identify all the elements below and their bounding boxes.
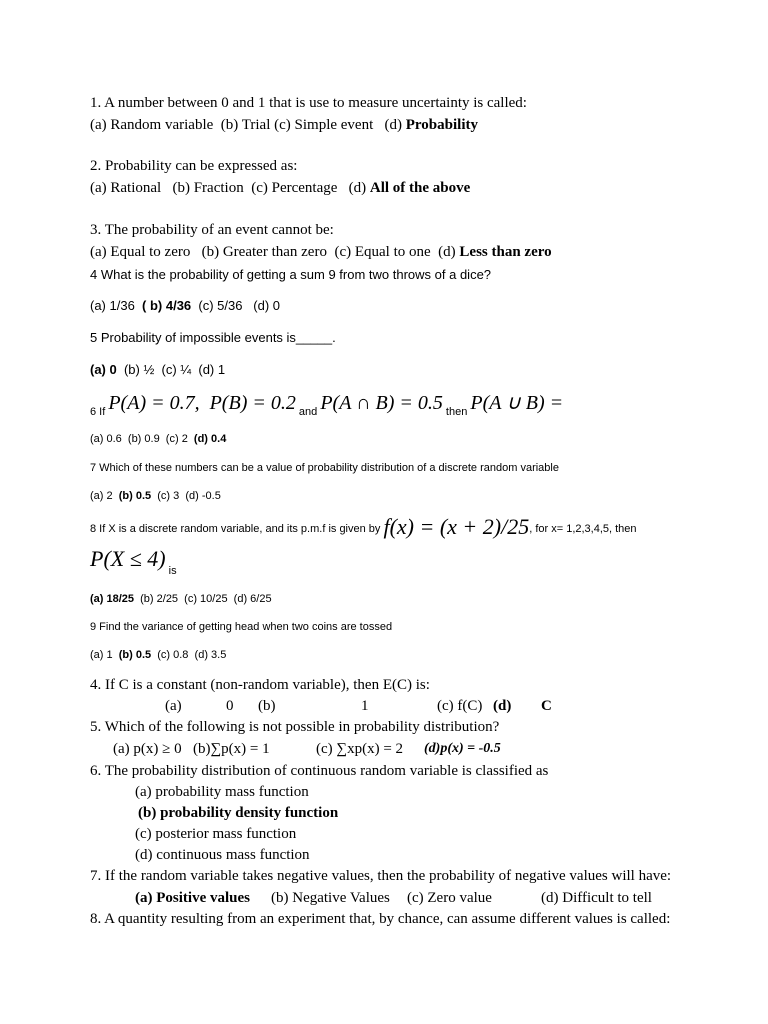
q8-question-line2	[90, 546, 177, 577]
q8-is: is	[165, 565, 177, 577]
q9-question: 9 Find the variance of getting head when two coins are tossed	[90, 621, 393, 633]
q7-question: 7 Which of these numbers can be a value of probability distribution of a discrete random variable	[90, 462, 559, 474]
s5-opt-c: (c) ∑xp(x) = 2	[316, 741, 404, 757]
q3-question: 3. The probability of an event cannot be:	[90, 222, 334, 238]
s6-question: 6. The probability distribution of continuous random variable is classified as	[90, 763, 549, 779]
s4-opt-a: (a)	[165, 698, 182, 714]
q9-options	[90, 649, 226, 661]
s5-question: 5. Which of the following is not possible in probability distribution?	[90, 719, 500, 735]
q5-options	[90, 362, 225, 377]
q2-options-text: (a) Rational (b) Fraction (c) Percentage (d)	[90, 180, 370, 196]
q1-question: 1. A number between 0 and 1 that is use to measure uncertainty is called:	[90, 95, 527, 111]
s6-opt-b: (b) probability density function	[138, 805, 339, 821]
q6-and: and	[295, 406, 321, 418]
q8-expr2: P(X ≤ 4)	[90, 546, 166, 571]
s7-question: 7. If the random variable takes negative values, then the probability of negative values will have:	[90, 868, 672, 884]
s4-val-b: 1	[361, 698, 369, 714]
s6-opt-d: (d) continuous mass function	[135, 847, 310, 863]
q9-opt-b: (b) 0.5	[118, 649, 152, 661]
q9-opt-rest: (c) 0.8 (d) 3.5	[151, 649, 227, 661]
s5-opt-d: (d)p(x) = -0.5	[424, 741, 501, 756]
s8-question: 8. A quantity resulting from an experiment that, by chance, can assume different values is called:	[90, 911, 671, 927]
q6-then: then	[442, 406, 471, 418]
q4-opt-b: ( b) 4/36	[142, 298, 192, 313]
s4-opt-c: (c) f(C)	[437, 698, 483, 714]
q6-expr1: P(A) = 0.7, P(B) = 0.2	[108, 392, 296, 414]
s7-opt-a: (a) Positive values	[135, 890, 250, 906]
q3-options-text: (a) Equal to zero (b) Greater than zero (c) Equal to one (d)	[90, 244, 460, 260]
s4-val-d: C	[541, 698, 552, 714]
q5-opt-a: (a) 0	[90, 362, 117, 377]
q8-expr: f(x) = (x + 2)/25	[383, 514, 530, 539]
q8-opt-a: (a) 18/25	[90, 593, 135, 605]
q8-options	[90, 593, 272, 605]
s4-opt-d: (d)	[493, 698, 512, 714]
q9-opt-a: (a) 1	[90, 649, 119, 661]
q3-answer: Less than zero	[459, 244, 552, 260]
q6-expr3: P(A ∪ B) =	[470, 392, 564, 414]
q8-question	[90, 514, 637, 540]
q2-answer: All of the above	[369, 180, 471, 196]
q6-options-text: (a) 0.6 (b) 0.9 (c) 2	[90, 433, 194, 445]
s6-opt-c: (c) posterior mass function	[135, 826, 297, 842]
q2-options	[90, 180, 470, 197]
q3-options	[90, 244, 552, 261]
q2-question: 2. Probability can be expressed as:	[90, 158, 298, 174]
q6-question	[90, 390, 564, 418]
q6-answer: (d) 0.4	[193, 433, 227, 445]
q8-suffix: , for x= 1,2,3,4,5, then	[529, 523, 637, 535]
s7-opt-c: (c) Zero value	[407, 890, 492, 906]
q7-opt-a: (a) 2	[90, 490, 119, 502]
s4-question: 4. If C is a constant (non-random variable), then E(C) is:	[90, 677, 430, 693]
q7-opt-b: (b) 0.5	[118, 490, 152, 502]
q6-options	[90, 433, 226, 445]
s5-opt-b: (b)∑p(x) = 1	[193, 741, 270, 757]
s7-opt-b: (b) Negative Values	[271, 890, 390, 906]
s4-val-a: 0	[226, 698, 234, 714]
q7-opt-rest: (c) 3 (d) -0.5	[151, 490, 221, 502]
q5-question: 5 Probability of impossible events is_____.	[90, 330, 336, 345]
q6-expr2: P(A ∩ B) = 0.5	[320, 392, 443, 414]
q4-options	[90, 298, 280, 313]
q6-prefix: 6 If	[90, 406, 109, 418]
q4-question: 4 What is the probability of getting a sum 9 from two throws of a dice?	[90, 267, 492, 282]
q8-prefix: 8 If X is a discrete random variable, and its p.m.f is given by	[90, 523, 384, 535]
q1-options-text: (a) Random variable (b) Trial (c) Simple event (d)	[90, 117, 406, 133]
q5-opt-rest: (b) ½ (c) ¼ (d) 1	[116, 362, 226, 377]
q4-opt-rest: (c) 5/36 (d) 0	[191, 298, 281, 313]
q1-answer: Probability	[405, 117, 478, 133]
s7-opt-d: (d) Difficult to tell	[541, 890, 652, 906]
q8-opt-rest: (b) 2/25 (c) 10/25 (d) 6/25	[134, 593, 272, 605]
q1-options	[90, 117, 478, 134]
s5-opt-a: (a) p(x) ≥ 0	[113, 741, 182, 757]
s4-opt-b: (b)	[258, 698, 276, 714]
s6-opt-a: (a) probability mass function	[135, 784, 309, 800]
q4-opt-a: (a) 1/36	[90, 298, 143, 313]
q7-options	[90, 490, 221, 502]
